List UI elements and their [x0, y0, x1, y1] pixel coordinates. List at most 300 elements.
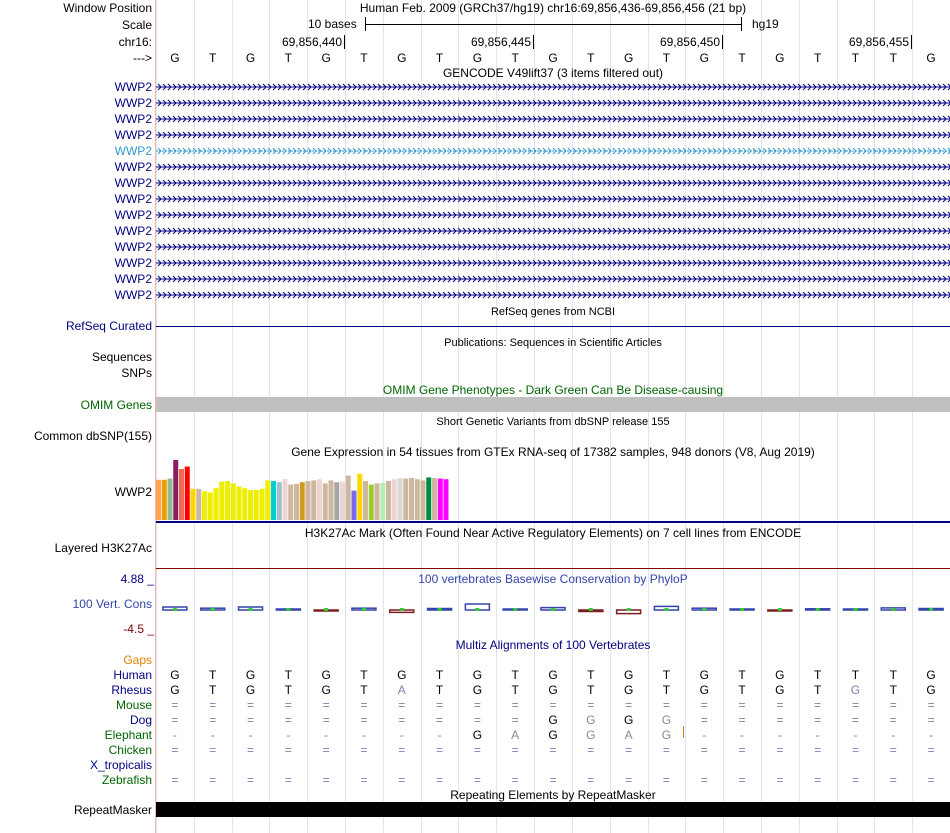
aligned-base: = [322, 743, 330, 757]
aligned-base: = [247, 713, 255, 727]
h3k27ac-signal-line [156, 568, 950, 569]
gencode-transcript[interactable] [156, 194, 950, 204]
aligned-base: = [738, 773, 746, 787]
aligned-base: = [625, 743, 633, 757]
aligned-base: = [171, 743, 179, 757]
aligned-base: G [623, 683, 634, 697]
coord-tick [911, 35, 912, 49]
phylop-base-marker [778, 608, 782, 611]
repeatmasker-track-label[interactable]: RepeatMasker [73, 803, 152, 817]
aligned-base: = [927, 698, 935, 712]
gtex-tissue-bar[interactable] [208, 492, 213, 520]
aligned-base: = [700, 713, 708, 727]
gtex-tissue-bar[interactable] [271, 481, 276, 520]
aligned-base: G [661, 728, 672, 742]
gtex-tissue-bar[interactable] [398, 478, 403, 520]
phylop-base-marker [664, 608, 668, 611]
gtex-tissue-bar[interactable] [214, 488, 219, 520]
phylop-base-marker [740, 608, 744, 611]
aligned-base: T [284, 683, 292, 697]
gtex-tissue-bar[interactable] [392, 479, 397, 520]
aligned-base: = [549, 698, 557, 712]
multiz-species-label[interactable]: Dog [129, 713, 152, 727]
aligned-base: - [853, 728, 858, 742]
aligned-base: = [889, 698, 897, 712]
sequence-base: T [209, 51, 217, 65]
sequence-base: T [360, 51, 368, 65]
gencode-transcript[interactable] [156, 82, 950, 92]
gtex-tissue-bar[interactable] [231, 483, 236, 520]
multiz-species-label[interactable]: Chicken [108, 743, 152, 757]
sequence-base: G [623, 51, 634, 65]
aligned-base: G [472, 668, 483, 682]
gtex-tissue-bar[interactable] [219, 482, 224, 520]
sequence-base: T [284, 51, 292, 65]
aligned-base: T [511, 668, 519, 682]
gtex-tissue-bar[interactable] [409, 478, 414, 520]
aligned-base: = [700, 698, 708, 712]
aligned-base: G [170, 668, 180, 682]
phylop-conservation-graph[interactable] [156, 596, 950, 624]
gtex-tissue-bar[interactable] [277, 482, 282, 520]
sequence-base: G [472, 51, 483, 65]
gtex-tissue-bar[interactable] [306, 481, 311, 520]
phylop-base-marker [286, 608, 290, 611]
aligned-base: T [889, 668, 897, 682]
refseq-track-title[interactable]: RefSeq genes from NCBI [490, 306, 616, 318]
phylop-base-marker [475, 608, 479, 611]
gencode-gene-label[interactable]: WWP2 [114, 288, 152, 302]
gencode-transcript[interactable] [156, 290, 950, 300]
gencode-transcript[interactable] [156, 242, 950, 252]
gencode-transcript[interactable] [156, 162, 950, 172]
aligned-base: = [247, 698, 255, 712]
strand-label: ---> [133, 51, 152, 65]
aligned-base: = [851, 713, 859, 727]
aligned-base: - [740, 728, 745, 742]
sequence-base: G [926, 51, 936, 65]
aligned-base: = [587, 773, 595, 787]
aligned-base: = [776, 743, 784, 757]
sequence-base: G [170, 51, 180, 65]
gencode-transcript[interactable] [156, 114, 950, 124]
gtex-tissue-bar[interactable] [323, 483, 328, 520]
gtex-tissue-bar[interactable] [426, 477, 431, 520]
gtex-tissue-bar[interactable] [346, 476, 351, 520]
phylop-base-marker [438, 608, 442, 611]
aligned-base: T [662, 683, 671, 697]
gtex-tissue-bar[interactable] [168, 479, 173, 520]
omim-gene-bar[interactable] [156, 397, 950, 412]
repeatmasker-element-bar[interactable] [156, 802, 950, 817]
gencode-track-title[interactable]: GENCODE V49lift37 (3 items filtered out) [442, 66, 664, 80]
aligned-base: T [284, 668, 292, 682]
h3k27ac-track-label[interactable]: Layered H3K27Ac [54, 541, 152, 555]
gtex-tissue-bar[interactable] [363, 481, 368, 520]
aligned-base: T [851, 668, 860, 682]
gtex-expression-chart[interactable] [156, 458, 950, 524]
gencode-gene-label[interactable]: WWP2 [114, 176, 152, 190]
sequence-base: G [245, 51, 256, 65]
gencode-gene-label[interactable]: WWP2 [114, 208, 152, 222]
sequence-base: T [662, 51, 671, 65]
aligned-base: G [661, 713, 672, 727]
aligned-base: T [209, 668, 217, 682]
aligned-base: = [436, 698, 444, 712]
sequence-base: T [511, 51, 519, 65]
aligned-base: = [700, 773, 708, 787]
gtex-tissue-bar[interactable] [265, 480, 270, 520]
gtex-tissue-bar[interactable] [421, 480, 426, 520]
aligned-base: = [436, 773, 444, 787]
gtex-tissue-bar[interactable] [196, 489, 201, 520]
sequence-base: G [397, 51, 407, 65]
gtex-tissue-bar[interactable] [202, 491, 207, 520]
aligned-base: - [248, 728, 253, 742]
aligned-base: T [738, 668, 746, 682]
aligned-base: T [889, 683, 897, 697]
phylop-base-marker [929, 608, 933, 611]
refseq-gene-line[interactable] [156, 326, 950, 327]
gencode-gene-label[interactable]: WWP2 [114, 160, 152, 174]
aligned-base: T [587, 683, 595, 697]
multiz-gaps-label[interactable]: Gaps [123, 653, 152, 667]
gencode-transcript[interactable] [156, 274, 950, 284]
aligned-base: = [738, 698, 746, 712]
publications-snps-label[interactable]: SNPs [121, 366, 152, 380]
gtex-tissue-bar[interactable] [162, 480, 167, 520]
aligned-base: = [284, 773, 292, 787]
aligned-base: = [360, 713, 368, 727]
dbsnp-track-title[interactable]: Short Genetic Variants from dbSNP release 155 [436, 416, 670, 428]
gencode-transcript[interactable] [156, 130, 950, 140]
gencode-gene-label[interactable]: WWP2 [114, 272, 152, 286]
gtex-tissue-bar[interactable] [375, 483, 380, 520]
gtex-tissue-bar[interactable] [185, 467, 190, 520]
aligned-base: T [360, 683, 368, 697]
aligned-base: = [549, 773, 557, 787]
gtex-tissue-bar[interactable] [156, 480, 161, 520]
gtex-tissue-bar[interactable] [386, 481, 391, 520]
scale-bar-right-cap [741, 17, 742, 31]
aligned-base: = [284, 743, 292, 757]
aligned-base: = [662, 773, 670, 787]
gencode-gene-label[interactable]: WWP2 [114, 256, 152, 270]
gtex-tissue-bar[interactable] [191, 489, 196, 520]
aligned-base: = [776, 713, 784, 727]
multiz-species-label[interactable]: Mouse [115, 698, 152, 712]
gencode-gene-label[interactable]: WWP2 [114, 80, 152, 94]
phylop-base-marker [400, 608, 404, 611]
phylop-base-marker [702, 608, 706, 611]
aligned-base: T [435, 683, 444, 697]
gencode-gene-label[interactable]: WWP2 [114, 144, 152, 158]
scale-bases-text: 10 bases [308, 17, 357, 31]
aligned-base: G [623, 668, 634, 682]
gtex-tissue-bar[interactable] [283, 479, 288, 520]
multiz-species-label[interactable]: X_tropicalis [89, 758, 152, 772]
phylop-base-marker [816, 608, 820, 611]
aligned-base: = [776, 773, 784, 787]
gencode-transcript[interactable] [156, 146, 950, 156]
multiz-species-label[interactable]: Rhesus [111, 683, 152, 697]
aligned-base: = [171, 773, 179, 787]
aligned-base: = [398, 713, 406, 727]
aligned-base: = [360, 743, 368, 757]
aligned-base: G [321, 668, 331, 682]
gtex-tissue-bar[interactable] [329, 480, 334, 520]
aligned-base: = [927, 743, 935, 757]
aligned-base: = [436, 713, 444, 727]
aligned-base: = [284, 698, 292, 712]
aligned-base: G [548, 683, 558, 697]
sequence-base: T [813, 51, 822, 65]
aligned-base: - [286, 728, 291, 742]
multiz-species-label[interactable]: Human [113, 668, 152, 682]
gencode-gene-label[interactable]: WWP2 [114, 224, 152, 238]
aligned-base: G [397, 668, 407, 682]
aligned-base: T [360, 668, 368, 682]
multiz-track-title[interactable]: Multiz Alignments of 100 Vertebrates [455, 638, 651, 652]
aligned-base: = [511, 713, 519, 727]
gencode-transcript[interactable] [156, 210, 950, 220]
aligned-base: = [171, 713, 179, 727]
aligned-base: = [851, 773, 859, 787]
phylop-base-marker [627, 608, 631, 611]
aligned-base: = [587, 698, 595, 712]
aligned-base: = [398, 773, 406, 787]
aligned-base: = [398, 743, 406, 757]
aligned-base: A [397, 683, 406, 697]
sequence-base: T [435, 51, 444, 65]
gtex-tissue-bar[interactable] [380, 483, 385, 520]
aligned-base: = [776, 698, 784, 712]
aligned-base: G [699, 683, 709, 697]
publications-sequences-label[interactable]: Sequences [91, 350, 152, 364]
aligned-base: = [511, 773, 519, 787]
gtex-tissue-bar[interactable] [294, 484, 299, 520]
aligned-base: G [472, 683, 483, 697]
aligned-base: T [813, 683, 822, 697]
gtex-tissue-bar[interactable] [340, 482, 345, 520]
gtex-tissue-bar[interactable] [173, 460, 178, 520]
phylop-ymax: 4.88 _ [120, 572, 154, 586]
sequence-base: G [321, 51, 331, 65]
repeatmasker-track-title[interactable]: Repeating Elements by RepeatMasker [450, 788, 656, 802]
aligned-base: - [891, 728, 896, 742]
aligned-base: G [548, 728, 558, 742]
gtex-tissue-bar[interactable] [242, 488, 247, 520]
aligned-base: = [436, 743, 444, 757]
gtex-tissue-bar[interactable] [254, 490, 259, 520]
gtex-tissue-bar[interactable] [438, 479, 443, 520]
window-position-text: Human Feb. 2009 (GRCh37/hg19) chr16:69,856,436-69,856,456 (21 bp) [359, 1, 747, 15]
phylop-base-marker [551, 608, 555, 611]
aligned-base: = [360, 773, 368, 787]
aligned-base: G [775, 668, 785, 682]
gtex-tissue-bar[interactable] [415, 479, 420, 520]
chrom-label: chr16: [118, 35, 152, 49]
aligned-base: G [699, 668, 709, 682]
gtex-tissue-bar[interactable] [352, 491, 357, 520]
aligned-base: = [284, 713, 292, 727]
coord-tick [344, 35, 345, 49]
sequence-base: T [738, 51, 746, 65]
aligned-base: - [361, 728, 366, 742]
aligned-base: - [437, 728, 442, 742]
aligned-base: = [889, 773, 897, 787]
phylop-base-marker [249, 608, 253, 611]
aligned-base: = [209, 698, 217, 712]
aligned-base: = [738, 713, 746, 727]
aligned-base: = [473, 773, 481, 787]
gtex-tissue-bar[interactable] [237, 486, 242, 520]
gtex-tissue-bar[interactable] [334, 482, 339, 520]
aligned-base: G [926, 683, 936, 697]
aligned-base: - [210, 728, 215, 742]
aligned-base: = [398, 698, 406, 712]
aligned-base: = [889, 713, 897, 727]
aligned-base: G [472, 728, 483, 742]
aligned-base: = [814, 713, 822, 727]
aligned-base: - [172, 728, 177, 742]
aligned-base: = [209, 743, 217, 757]
gtex-tissue-bar[interactable] [300, 482, 305, 520]
gencode-transcript[interactable] [156, 98, 950, 108]
gtex-tissue-bar[interactable] [260, 489, 265, 520]
coord-label: 69,856,445 [470, 35, 531, 49]
gencode-gene-label[interactable]: WWP2 [114, 128, 152, 142]
aligned-base: = [171, 698, 179, 712]
aligned-base: - [929, 728, 934, 742]
gencode-transcript[interactable] [156, 178, 950, 188]
aligned-base: T [813, 668, 822, 682]
aligned-base: = [209, 713, 217, 727]
gencode-gene-label[interactable]: WWP2 [114, 240, 152, 254]
phylop-ymin: -4.5 _ [123, 622, 154, 636]
phylop-base-marker [173, 608, 177, 611]
refseq-track-label[interactable]: RefSeq Curated [65, 319, 152, 333]
aligned-base: A [511, 728, 520, 742]
aligned-base: = [247, 743, 255, 757]
aligned-base: = [322, 773, 330, 787]
sequence-base: T [587, 51, 595, 65]
window-position-label: Window Position [63, 1, 152, 15]
aligned-base: = [851, 743, 859, 757]
phylop-base-marker [853, 608, 857, 611]
gtex-tissue-bar[interactable] [357, 474, 362, 520]
gencode-gene-label[interactable]: WWP2 [114, 96, 152, 110]
sequence-base: T [851, 51, 860, 65]
omim-track-label[interactable]: OMIM Genes [80, 398, 152, 412]
multiz-insertion-marker[interactable] [683, 726, 684, 738]
aligned-base: G [245, 683, 256, 697]
gtex-tissue-bar[interactable] [432, 478, 437, 520]
h3k27ac-track-title[interactable]: H3K27Ac Mark (Often Found Near Active Regulatory Elements) on 7 cell lines from ENCODE [304, 526, 802, 540]
gtex-gene-label[interactable]: WWP2 [114, 485, 152, 499]
aligned-base: = [587, 743, 595, 757]
coord-label: 69,856,455 [848, 35, 909, 49]
aligned-base: = [625, 773, 633, 787]
publications-track-title[interactable]: Publications: Sequences in Scientific Articles [444, 337, 662, 349]
phylop-track-label[interactable]: 100 Vert. Cons [72, 597, 152, 611]
aligned-base: G [850, 683, 861, 697]
gtex-tissue-bar[interactable] [444, 479, 449, 520]
gtex-tissue-bar[interactable] [369, 485, 374, 520]
coord-tick [722, 35, 723, 49]
aligned-base: - [815, 728, 820, 742]
aligned-base: = [814, 773, 822, 787]
aligned-base: G [586, 728, 596, 742]
aligned-base: - [777, 728, 782, 742]
scale-assembly: hg19 [752, 17, 779, 31]
aligned-base: T [587, 668, 595, 682]
sequence-base: G [775, 51, 785, 65]
gtex-tissue-bar[interactable] [248, 490, 253, 520]
aligned-base: - [324, 728, 329, 742]
aligned-base: = [927, 713, 935, 727]
aligned-base: T [511, 683, 519, 697]
gtex-tissue-bar[interactable] [311, 480, 316, 520]
aligned-base: A [624, 728, 633, 742]
aligned-base: G [548, 713, 558, 727]
aligned-base: = [662, 698, 670, 712]
gtex-track-title[interactable]: Gene Expression in 54 tissues from GTEx RNA-seq of 17382 samples, 948 donors (V8, Aug 2019) [291, 445, 815, 459]
sequence-base: T [889, 51, 897, 65]
multiz-species-label[interactable]: Zebrafish [101, 773, 152, 787]
scale-bar [365, 24, 741, 25]
aligned-base: = [511, 698, 519, 712]
aligned-base: = [625, 698, 633, 712]
omim-track-title[interactable]: OMIM Gene Phenotypes - Dark Green Can Be Disease-causing [382, 383, 724, 397]
aligned-base: = [473, 713, 481, 727]
phylop-track-title[interactable]: 100 vertebrates Basewise Conservation by PhyloP [418, 572, 688, 586]
phylop-base-marker [211, 608, 215, 611]
coord-label: 69,856,450 [659, 35, 720, 49]
coord-label: 69,856,440 [281, 35, 342, 49]
gtex-tissue-bar[interactable] [403, 479, 408, 520]
gencode-transcript[interactable] [156, 258, 950, 268]
aligned-base: G [926, 668, 936, 682]
gtex-tissue-bar[interactable] [179, 469, 184, 520]
aligned-base: = [322, 698, 330, 712]
phylop-base-marker [362, 608, 366, 611]
gtex-tissue-bar[interactable] [225, 481, 230, 520]
multiz-species-label[interactable]: Elephant [104, 728, 152, 742]
sequence-base: G [548, 51, 558, 65]
gencode-gene-label[interactable]: WWP2 [114, 192, 152, 206]
aligned-base: G [623, 713, 634, 727]
gencode-transcript[interactable] [156, 226, 950, 236]
aligned-base: T [435, 668, 444, 682]
dbsnp-track-label[interactable]: Common dbSNP(155) [33, 429, 152, 443]
gencode-gene-label[interactable]: WWP2 [114, 112, 152, 126]
aligned-base: G [245, 668, 256, 682]
gtex-tissue-bar[interactable] [317, 479, 322, 520]
aligned-base: = [738, 743, 746, 757]
aligned-base: = [360, 698, 368, 712]
coord-tick [533, 35, 534, 49]
aligned-base: = [511, 743, 519, 757]
aligned-base: T [209, 683, 217, 697]
scale-bar-left-cap [365, 17, 366, 31]
aligned-base: = [322, 713, 330, 727]
aligned-base: = [662, 743, 670, 757]
gtex-tissue-bar[interactable] [288, 485, 293, 520]
aligned-base: = [473, 743, 481, 757]
aligned-base: G [170, 683, 180, 697]
aligned-base: - [702, 728, 707, 742]
